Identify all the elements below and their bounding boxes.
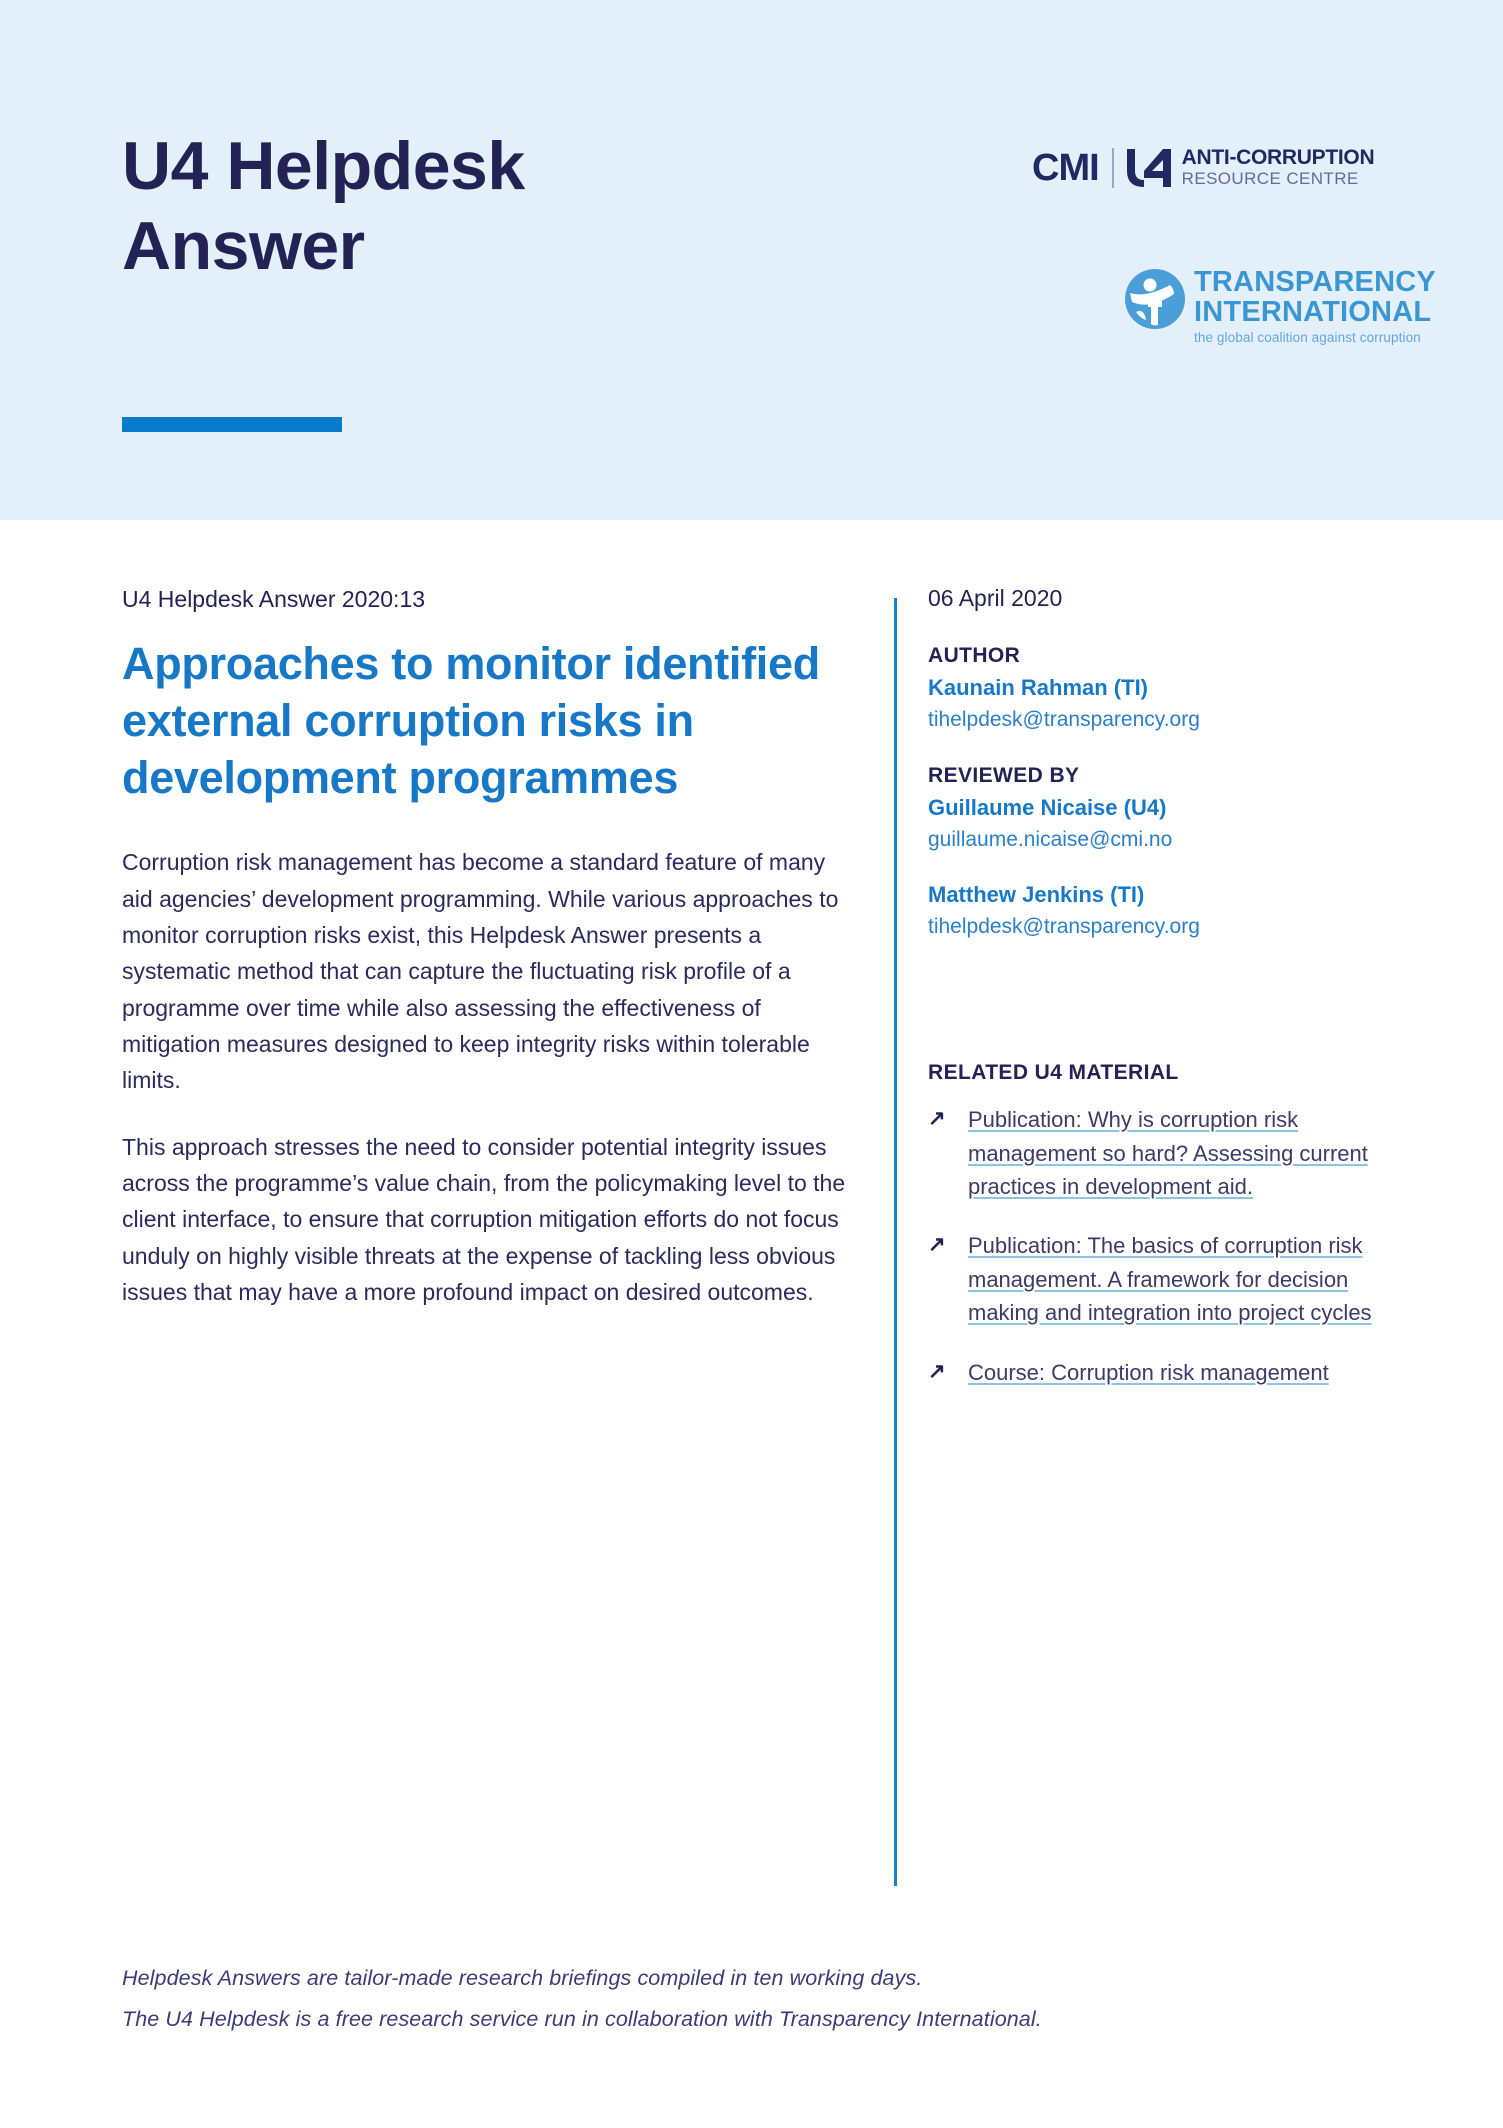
- reviewer-name-1: Guillaume Nicaise (U4): [928, 795, 1167, 821]
- globe-icon: [1124, 268, 1186, 330]
- related-item[interactable]: [928, 1229, 1398, 1329]
- related-link-1[interactable]: Publication: Why is corruption risk management so hard? Assessing current practices in development aid.: [968, 1107, 1368, 1199]
- author-label: AUTHOR: [928, 644, 1021, 667]
- ti-logo-tagline: the global coalition against corruption: [1194, 330, 1421, 346]
- reviewer-block-2: [928, 880, 1398, 941]
- masthead-line-2: Answer: [122, 208, 365, 285]
- external-link-arrow-icon: ↗: [928, 1233, 946, 1257]
- external-link-arrow-icon: ↗: [928, 1107, 946, 1131]
- footer: [122, 1958, 1322, 2040]
- logo-divider: [1112, 148, 1114, 188]
- footer-line-1: Helpdesk Answers are tailor-made research briefings compiled in ten working days.: [122, 1966, 923, 1990]
- cmi-u4-logo: [1032, 146, 1374, 190]
- main-column: [122, 585, 852, 1340]
- accent-bar: [122, 417, 342, 432]
- abstract: [122, 844, 852, 1310]
- cmi-wordmark: CMI: [1032, 147, 1099, 189]
- ti-logo-line-2: INTERNATIONAL: [1194, 295, 1432, 328]
- reviewer-name-2: Matthew Jenkins (TI): [928, 882, 1145, 908]
- u4-logo-line-1: ANTI-CORRUPTION: [1181, 146, 1375, 170]
- related-link-2[interactable]: Publication: The basics of corruption risk management. A framework for decision making and integration into project cycles: [968, 1233, 1372, 1326]
- related-material-label: RELATED U4 MATERIAL: [928, 1061, 1179, 1085]
- external-link-arrow-icon: ↗: [928, 1359, 946, 1383]
- reviewer-block-1: [928, 764, 1398, 854]
- issue-number: U4 Helpdesk Answer 2020:13: [122, 586, 426, 612]
- masthead-line-1: U4 Helpdesk: [122, 128, 525, 204]
- sidebar: [928, 585, 1398, 1415]
- reviewed-by-label: REVIEWED BY: [928, 764, 1080, 788]
- abstract-paragraph-2: This approach stresses the need to consider potential integrity issues across the programme’s value chain, from the policymaking level to the client interface, to ensure that corruption mitigation efforts do not focus unduly on highly visible threats at the expense of tackling less obvious issues that may have a more profound impact on desired outcomes.: [122, 1133, 846, 1305]
- abstract-paragraph-1: Corruption risk management has become a standard feature of many aid agencies’ development programming. While various approaches to monitor corruption risks exist, this Helpdesk Answer presents a systematic method that can capture the fluctuating risk profile of a programme over time while also assessing the effectiveness of mitigation measures designed to keep integrity risks within tolerable limits.: [122, 849, 839, 1094]
- reviewer-email-1[interactable]: guillaume.nicaise@cmi.no: [928, 827, 1173, 851]
- author-block: [928, 644, 1398, 734]
- column-divider: [894, 598, 897, 1886]
- author-email[interactable]: tihelpdesk@transparency.org: [928, 707, 1200, 731]
- transparency-international-logo: [1124, 268, 1436, 345]
- reviewer-email-2[interactable]: tihelpdesk@transparency.org: [928, 914, 1200, 938]
- ti-logo-text: [1194, 268, 1436, 345]
- masthead-title: [122, 126, 742, 286]
- u4-logo-text: [1182, 147, 1375, 189]
- ti-logo-line-1: TRANSPARENCY: [1194, 266, 1436, 298]
- author-name: Kaunain Rahman (TI): [928, 675, 1149, 700]
- u4-mark-icon: [1125, 147, 1175, 189]
- footer-line-2: The U4 Helpdesk is a free research service run in collaboration with Transparency International.: [122, 2006, 1042, 2031]
- related-item[interactable]: [928, 1356, 1398, 1389]
- publication-date: 06 April 2020: [928, 585, 1063, 611]
- u4-logo-line-2: RESOURCE CENTRE: [1181, 169, 1359, 189]
- page-title: Approaches to monitor identified external corruption risks in development programmes: [122, 637, 820, 804]
- related-item[interactable]: [928, 1103, 1398, 1203]
- related-link-3[interactable]: Course: Corruption risk management: [968, 1359, 1329, 1385]
